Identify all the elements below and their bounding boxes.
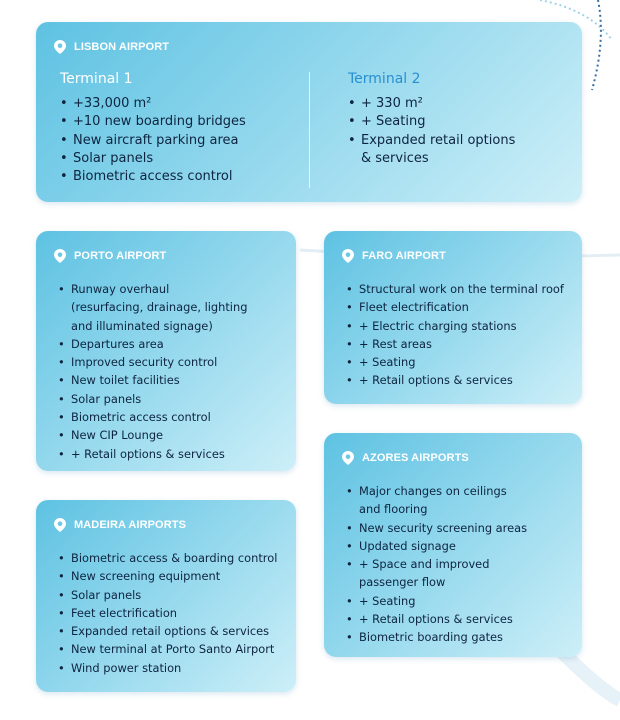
list-item-line: • Major changes on ceilings	[359, 484, 507, 498]
list-item: • + Retail options & services	[58, 445, 247, 463]
list-item-line: • Expanded retail options	[361, 132, 516, 148]
list-item: • + Seating	[348, 113, 515, 131]
terminal-1-title: Terminal 1	[60, 71, 133, 87]
list-item: • New security screening areas	[346, 519, 527, 537]
location-pin-icon	[54, 518, 66, 532]
list-item: • Fleet electrification	[346, 298, 564, 316]
card-title: MADEIRA AIRPORTS	[74, 519, 187, 531]
location-pin-icon	[54, 249, 66, 263]
list-item: • Solar panels	[58, 390, 247, 408]
list-item	[348, 132, 515, 169]
list-item: • New CIP Lounge	[58, 426, 247, 444]
list-item: • Updated signage	[346, 537, 527, 555]
list-item: • Structural work on the terminal roof	[346, 280, 564, 298]
list-item: • + Seating	[346, 353, 564, 371]
list-item: • Solar panels	[60, 150, 246, 168]
azores-card-header	[342, 451, 469, 465]
list-item: • Feet electrification	[58, 604, 277, 622]
terminal-1-list	[60, 95, 246, 186]
list-item: • Solar panels	[58, 586, 277, 604]
card-title: AZORES AIRPORTS	[362, 452, 469, 464]
faro-improvements-list	[346, 280, 564, 390]
list-item-line: and illuminated signage)	[71, 318, 213, 333]
list-item	[346, 555, 527, 592]
list-item	[58, 280, 247, 335]
list-item	[346, 482, 527, 519]
madeira-improvements-list	[58, 549, 277, 677]
porto-card-header	[54, 249, 166, 263]
list-item-line: • + Space and improved	[359, 557, 490, 572]
list-item: • + Retail options & services	[346, 610, 527, 628]
faro-card-header	[342, 249, 446, 263]
madeira-card-header	[54, 518, 186, 532]
list-item: • Biometric access control	[58, 408, 247, 426]
list-item-line: passenger flow	[359, 575, 446, 590]
list-item: • New screening equipment	[58, 567, 277, 585]
lisbon-card-header	[54, 40, 169, 54]
porto-improvements-list	[58, 280, 247, 463]
card-title: PORTO AIRPORT	[74, 250, 167, 262]
list-item: • + Retail options & services	[346, 371, 564, 389]
list-item: • + 330 m²	[348, 95, 515, 113]
list-item: • Biometric access control	[60, 168, 246, 186]
location-pin-icon	[54, 40, 66, 54]
list-item: • Expanded retail options & services	[58, 622, 277, 640]
terminal-divider	[309, 72, 310, 188]
list-item-line: (resurfacing, drainage, lighting	[71, 300, 248, 315]
list-item: • New toilet facilities	[58, 371, 247, 389]
list-item: • +10 new boarding bridges	[60, 113, 246, 131]
list-item: • New aircraft parking area	[60, 132, 246, 150]
list-item: • Biometric boarding gates	[346, 628, 527, 646]
porto-airport-card	[36, 231, 296, 471]
list-item-line: • Runway overhaul	[71, 282, 170, 296]
list-item-line: and flooring	[359, 502, 428, 517]
azores-airports-card	[324, 433, 582, 657]
card-title: LISBON AIRPORT	[74, 41, 170, 53]
location-pin-icon	[342, 249, 354, 263]
madeira-airports-card	[36, 500, 296, 692]
list-item: • +33,000 m²	[60, 95, 246, 113]
lisbon-airport-card	[36, 22, 582, 202]
list-item: • New terminal at Porto Santo Airport	[58, 640, 277, 658]
list-item: • Improved security control	[58, 353, 247, 371]
list-item: • Biometric access & boarding control	[58, 549, 277, 567]
terminal-2-list	[348, 95, 515, 168]
terminal-2-title: Terminal 2	[348, 71, 421, 87]
location-pin-icon	[342, 451, 354, 465]
list-item: • Wind power station	[58, 659, 277, 677]
azores-improvements-list	[346, 482, 527, 647]
list-item: • Departures area	[58, 335, 247, 353]
list-item: • + Rest areas	[346, 335, 564, 353]
list-item: • + Electric charging stations	[346, 317, 564, 335]
faro-airport-card	[324, 231, 582, 404]
list-item: • + Seating	[346, 592, 527, 610]
card-title: FARO AIRPORT	[362, 250, 446, 262]
list-item-line: & services	[361, 150, 429, 166]
